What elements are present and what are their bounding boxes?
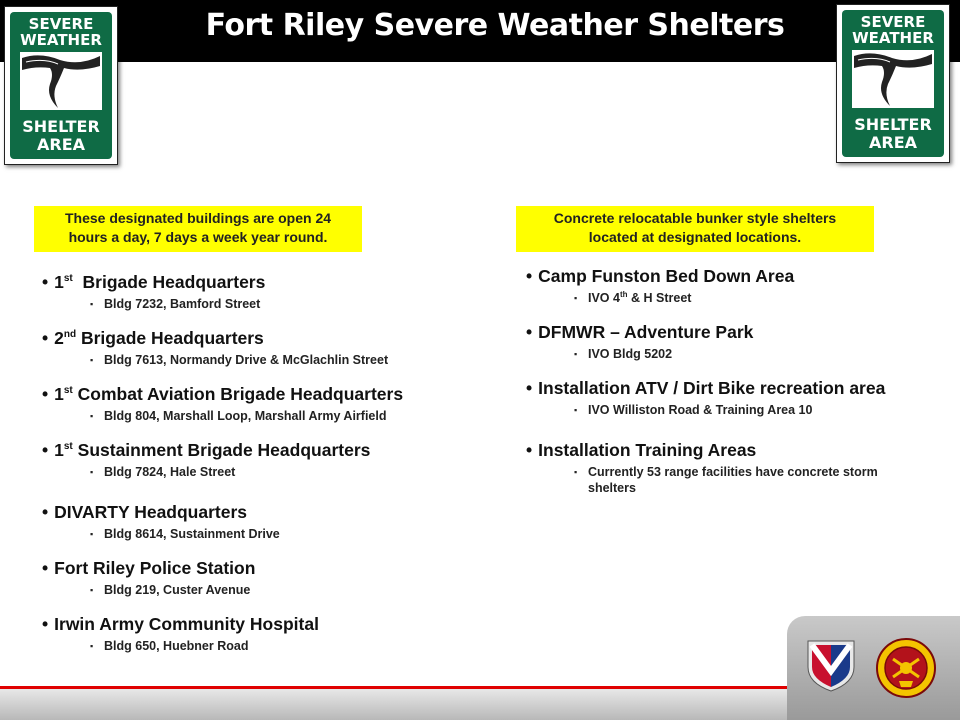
item-title-text: Fort Riley Police Station: [54, 558, 256, 578]
list-item: [526, 440, 918, 496]
list-item: [526, 378, 918, 418]
item-detail: ▪ Bldg 650, Huebner Road: [90, 638, 319, 654]
tornado-icon: [20, 52, 102, 110]
item-number: 1: [54, 440, 64, 460]
item-title-text: Irwin Army Community Hospital: [54, 614, 319, 634]
item-number: 1: [54, 384, 64, 404]
item-detail: ▪ Bldg 7613, Normandy Drive & McGlachlin Street: [90, 352, 388, 368]
list-item: [42, 502, 280, 542]
item-title-text: Installation ATV / Dirt Bike recreation area: [538, 378, 886, 398]
item-title-text: Camp Funston Bed Down Area: [538, 266, 795, 286]
item-detail: ▪ IVO Williston Road & Training Area 10: [574, 402, 918, 418]
item-number: 2: [54, 328, 64, 348]
shelter-sign-left: [4, 6, 118, 165]
item-detail: ▪ Bldg 7232, Bamford Street: [90, 296, 265, 312]
list-item: [526, 266, 918, 306]
item-title: • DIVARTY Headquarters: [42, 502, 248, 522]
callout-left: [34, 206, 362, 252]
item-detail: ▪ Bldg 7824, Hale Street: [90, 464, 370, 480]
item-title-text: Sustainment Brigade Headquarters: [72, 440, 371, 460]
item-detail: ▪ Bldg 8614, Sustainment Drive: [90, 526, 280, 542]
sign-bottom-line2: AREA: [868, 133, 917, 152]
sign-top-line1: SEVERE: [28, 15, 94, 33]
item-ordinal: nd: [63, 329, 77, 340]
item-title-text: Brigade Headquarters: [72, 272, 266, 292]
sign-top-line2: WEATHER: [852, 29, 934, 47]
callout-left-line2: hours a day, 7 days a week year round.: [68, 229, 328, 245]
tornado-icon: [852, 50, 934, 108]
callout-left-line1: These designated buildings are open 24: [64, 210, 332, 226]
army-materiel-command-emblem-icon: [806, 637, 856, 693]
item-detail-pre: IVO 4: [588, 291, 620, 305]
list-item: [42, 384, 403, 424]
shelter-sign-right: [836, 4, 950, 163]
item-title: • Installation ATV / Dirt Bike recreation area: [526, 378, 886, 398]
sign-top-text: [10, 16, 112, 48]
item-ordinal: st: [63, 441, 73, 452]
title-bar: [0, 0, 960, 62]
item-detail: [574, 290, 918, 306]
sign-bottom-line2: AREA: [36, 135, 85, 154]
item-number: 1: [54, 272, 64, 292]
list-item: [42, 558, 255, 598]
item-detail-ordinal: th: [619, 290, 628, 299]
list-item: [42, 614, 319, 654]
item-title-text: Combat Aviation Brigade Headquarters: [72, 384, 404, 404]
item-ordinal: st: [63, 385, 73, 396]
item-title-text: Brigade Headquarters: [76, 328, 264, 348]
item-title-text: Installation Training Areas: [538, 440, 757, 460]
item-title-text: DFMWR – Adventure Park: [538, 322, 754, 342]
item-title-text: DIVARTY Headquarters: [54, 502, 248, 522]
footer-band: [0, 689, 787, 720]
sign-bottom-text: [842, 116, 944, 152]
sign-top-text: [842, 14, 944, 46]
item-detail-post: & H Street: [627, 291, 692, 305]
sign-top-line1: SEVERE: [860, 13, 926, 31]
sign-bottom-line1: SHELTER: [854, 115, 932, 134]
callout-right-line2: located at designated locations.: [588, 229, 802, 245]
callout-right-line1: Concrete relocatable bunker style shelters: [553, 210, 837, 226]
list-item: [42, 328, 388, 368]
list-item: [526, 322, 918, 362]
item-detail: ▪ IVO Bldg 5202: [574, 346, 918, 362]
sign-top-line2: WEATHER: [20, 31, 102, 49]
item-title: • Irwin Army Community Hospital: [42, 614, 319, 634]
item-title: • Camp Funston Bed Down Area: [526, 266, 795, 286]
item-ordinal: st: [63, 273, 73, 284]
sign-bottom-line1: SHELTER: [22, 117, 100, 136]
sign-panel: [10, 12, 112, 159]
item-title: • 2nd Brigade Headquarters: [42, 328, 264, 348]
item-title: • Fort Riley Police Station: [42, 558, 256, 578]
item-title: • Installation Training Areas: [526, 440, 757, 460]
item-detail: ▪ Bldg 804, Marshall Loop, Marshall Army Airfield: [90, 408, 403, 424]
army-seal-icon: [875, 637, 937, 699]
callout-right: [516, 206, 874, 252]
item-detail: ▪ Bldg 219, Custer Avenue: [90, 582, 255, 598]
item-title: • 1st Brigade Headquarters: [42, 272, 266, 292]
item-title: • DFMWR – Adventure Park: [526, 322, 754, 342]
list-item: [42, 272, 265, 312]
page-title: Fort Riley Severe Weather Shelters: [205, 8, 785, 43]
sign-bottom-text: [10, 118, 112, 154]
list-item: [42, 440, 370, 480]
item-title: • 1st Sustainment Brigade Headquarters: [42, 440, 371, 460]
item-detail: ▪ Currently 53 range facilities have concrete storm shelters: [574, 464, 918, 496]
sign-panel: [842, 10, 944, 157]
item-title: • 1st Combat Aviation Brigade Headquarters: [42, 384, 404, 404]
